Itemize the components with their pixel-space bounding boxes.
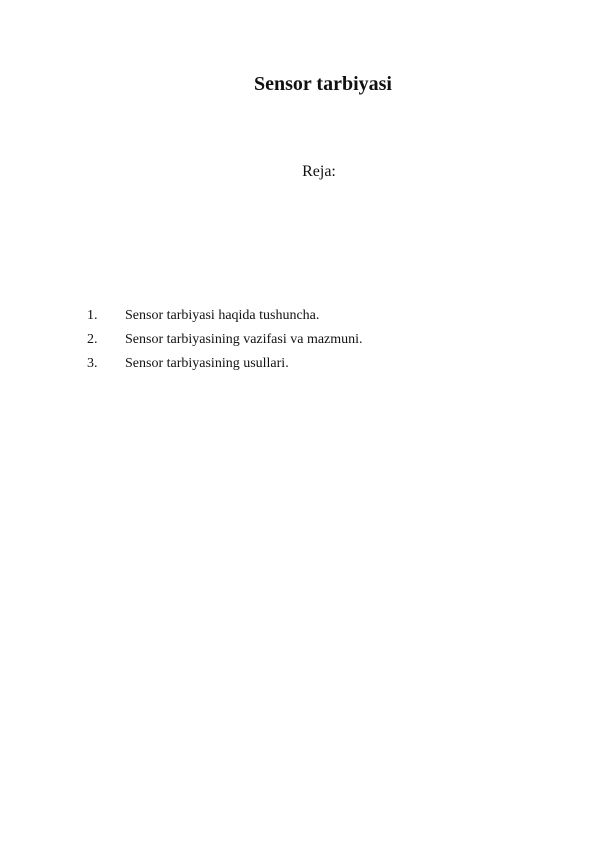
document-title: Sensor tarbiyasi bbox=[254, 73, 392, 96]
plan-item-number: 2. bbox=[87, 332, 98, 347]
plan-item-number: 3. bbox=[87, 356, 98, 371]
plan-item-number: 1. bbox=[87, 308, 98, 323]
plan-item-text: Sensor tarbiyasining usullari. bbox=[125, 356, 289, 371]
plan-list bbox=[87, 305, 527, 377]
plan-list-item bbox=[87, 353, 527, 377]
plan-list-item bbox=[87, 305, 527, 329]
plan-item-text: Sensor tarbiyasi haqida tushuncha. bbox=[125, 308, 320, 323]
plan-list-item bbox=[87, 329, 527, 353]
plan-heading: Reja: bbox=[302, 163, 336, 180]
plan-item-text: Sensor tarbiyasining vazifasi va mazmuni. bbox=[125, 332, 363, 347]
